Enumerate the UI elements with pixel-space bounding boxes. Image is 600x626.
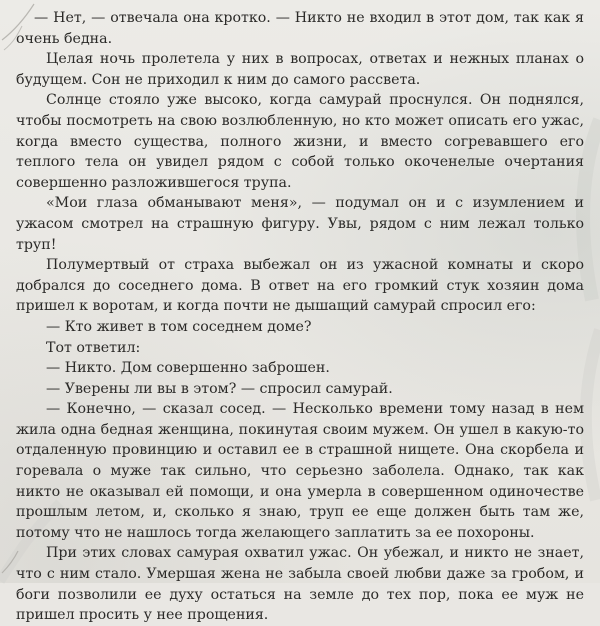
paragraph: Полумертвый от страха выбежал он из ужасной комнаты и скоро добрался до соседнего дома. В ответ на его громкий стук хозяин дома пришел к воротам, и когда почти не дышащий самурай спросил его:	[16, 257, 584, 315]
paragraph: Тот ответил:	[46, 339, 141, 356]
paragraph: — Никто. Дом совершенно заброшен.	[46, 360, 330, 377]
paragraph: Солнце стояло уже высоко, когда самурай проснулся. Он поднялся, чтобы посмотреть на свою возлюбленную, но кто может описать его ужас, когда вместо существа, полного жизни, и вместо согревавшего его теплого тела он увидел рядом с собой только окоченелые очертания совершенно разложившегося трупа.	[16, 92, 584, 191]
paragraph: — Кто живет в том соседнем доме?	[46, 318, 312, 335]
paragraph: «Мои глаза обманывают меня», — подумал он и с изумлением и ужасом смотрел на страшную фигуру. Увы, рядом с ним лежал только труп!	[16, 195, 584, 253]
paragraph: — Нет, — отвечала она кротко. — Никто не входил в этот дом, так как я очень бедна.	[16, 10, 584, 47]
paragraph: — Уверены ли вы в этом? — спросил самурай.	[46, 380, 393, 397]
paragraph: При этих словах самурая охватил ужас. Он убежал, и никто не знает, что с ним стало. Умершая жена не забыла своей любви даже за гробом, и боги позволили ее духу остаться на земле до тех пор, пока ее муж не пришел просить у нее прощения.	[16, 545, 584, 624]
paragraph: Целая ночь пролетела у них в вопросах, ответах и нежных планах о будущем. Сон не приходил к ним до самого рассвета.	[16, 51, 584, 88]
paragraph: — Конечно, — сказал сосед. — Несколько времени тому назад в нем жила одна бедная женщина, покинутая своим мужем. Он ушел в какую-то отдаленную провинцию и оставил ее в страшной нищете. Она скорбела и горевала о муже так сильно, что серьезно заболела. Однако, так как никто не оказывал ей помощи, и она умерла в совершенном одиночестве прошлым летом, и, сколько я знаю, труп ее еще должен быть там же, потому что не нашлось тогда желающего заплатить за ее похороны.	[16, 401, 584, 541]
story-text	[16, 8, 584, 626]
